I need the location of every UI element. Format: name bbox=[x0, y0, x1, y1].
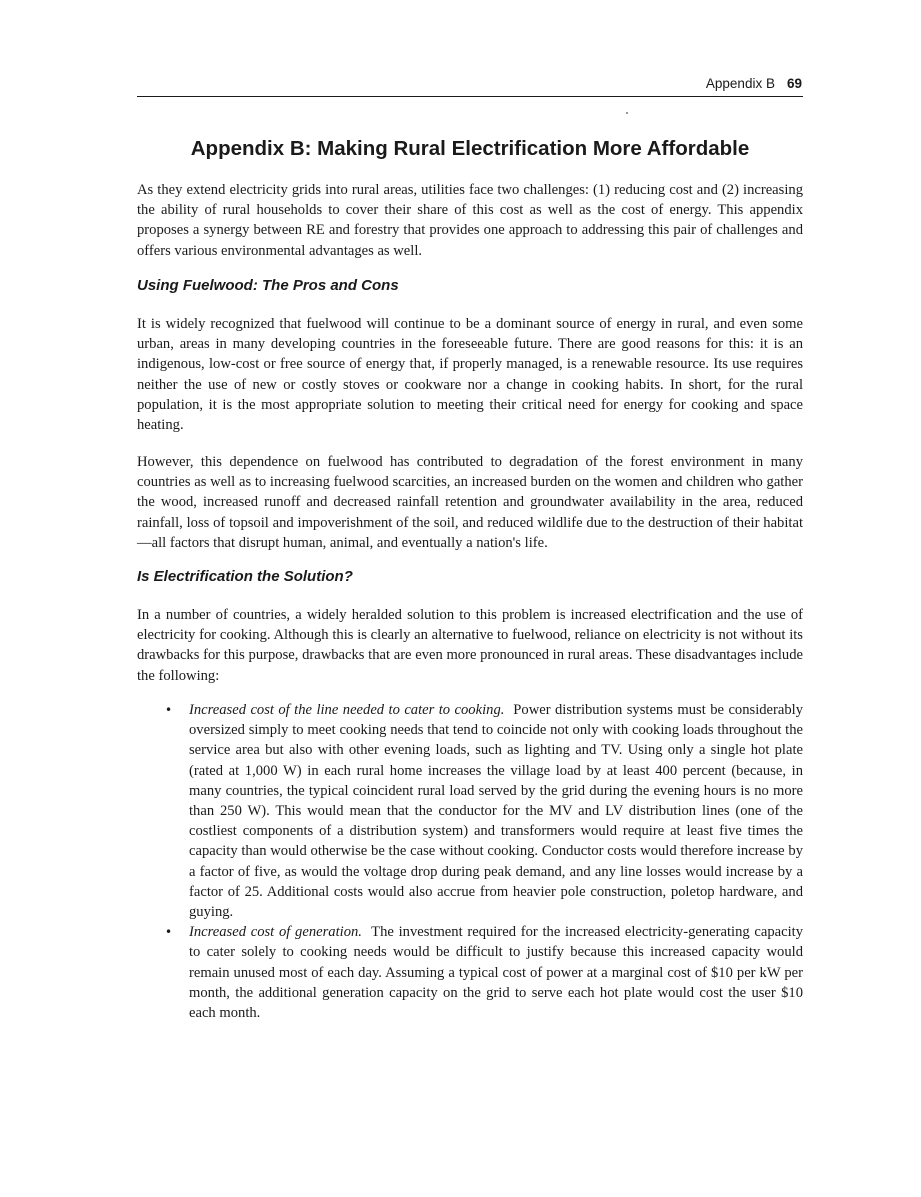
section-heading-fuelwood: Using Fuelwood: The Pros and Cons bbox=[137, 277, 399, 294]
electrification-paragraph: In a number of countries, a widely heralded solution to this problem is increased electrification and the use of electricity for cooking. Although this is clearly an alternative to fuelwood, reliance on electricity is not without its drawbacks for this purpose, drawbacks that are even more pronounced in rural areas. These disadvantages include the following: bbox=[137, 607, 803, 684]
list-item bbox=[137, 922, 803, 1023]
bullet-text: Power distribution systems must be considerably oversized simply to meet cooking needs that tend to coincide not only with cooking loads throughout the service area but also with other evening loads, such as lighting and TV. Using only a single hot plate (rated at 1,000 W) in each rural home increases the village load by at least 400 percent (because, in many countries, the typical coincident rural load served by the grid during the evening hours is no more than 250 W). This would mean that the conductor for the MV and LV distribution lines (one of the costliest components of a distribution system) and transformers would require at least five times the capacity than would otherwise be the case without cooking. Conductor costs would therefore increase by a factor of five, as would the voltage drop during peak demand, and any line losses would increase by a factor of 25. Additional costs would also accrue from heavier pole construction, poletop hardware, and guying. bbox=[189, 702, 804, 921]
scan-speck bbox=[626, 112, 628, 114]
bullet-lead: Increased cost of generation. bbox=[189, 924, 362, 941]
bullet-icon: • bbox=[165, 925, 173, 940]
list-item bbox=[137, 700, 803, 922]
bullet-lead: Increased cost of the line needed to cater to cooking. bbox=[189, 702, 505, 718]
running-header bbox=[137, 74, 803, 97]
bullet-icon: • bbox=[165, 703, 173, 717]
fuelwood-paragraph-2: However, this dependence on fuelwood has contributed to degradation of the forest environment in many countries as well as to increasing fuelwood scarcities, an increased burden on the women and children who gather the wood, increased runoff and decreased rainfall retention and groundwater availability in the area, reduced rainfall, loss of topsoil and impoverishment of the soil, and reduced wildlife due to the destruction of their habitat—all factors that disrupt human, animal, and eventually a nation's life. bbox=[137, 454, 803, 551]
intro-paragraph: As they extend electricity grids into rural areas, utilities face two challenges: (1) reducing cost and (2) increasing the ability of rural households to cover their share of this cost as well as the cost of energy. This appendix proposes a synergy between RE and forestry that provides one approach to addressing this pair of challenges and offers various environmental advantages as well. bbox=[137, 182, 803, 259]
section-heading-electrification: Is Electrification the Solution? bbox=[137, 568, 353, 585]
page-title: Appendix B: Making Rural Electrification More Affordable bbox=[190, 137, 750, 160]
header-section-label: Appendix B bbox=[705, 76, 775, 91]
fuelwood-paragraph-1: It is widely recognized that fuelwood will continue to be a dominant source of energy in rural, and even some urban, areas in many developing countries in the foreseeable future. There are good reasons for this: it is an indigenous, low-cost or free source of energy that, if properly managed, is a renewable resource. Its use requires neither the use of new or costly stoves or cookware nor a change in cooking habits. In short, for the rural population, it is the most appropriate solution to meeting their critical need for energy for cooking and space heating. bbox=[137, 316, 803, 434]
bullet-text: The investment required for the increased electricity-generating capacity to cater solely to cooking needs would be difficult to justify because this increased capacity would remain unused most of each day. Assuming a typical cost of power at a marginal cost of $10 per kW per month, the additional generation capacity on the grid to serve each hot plate would cost the user $10 each month. bbox=[189, 924, 804, 1022]
disadvantages-list bbox=[137, 700, 803, 1023]
page-number: 69 bbox=[786, 76, 802, 91]
